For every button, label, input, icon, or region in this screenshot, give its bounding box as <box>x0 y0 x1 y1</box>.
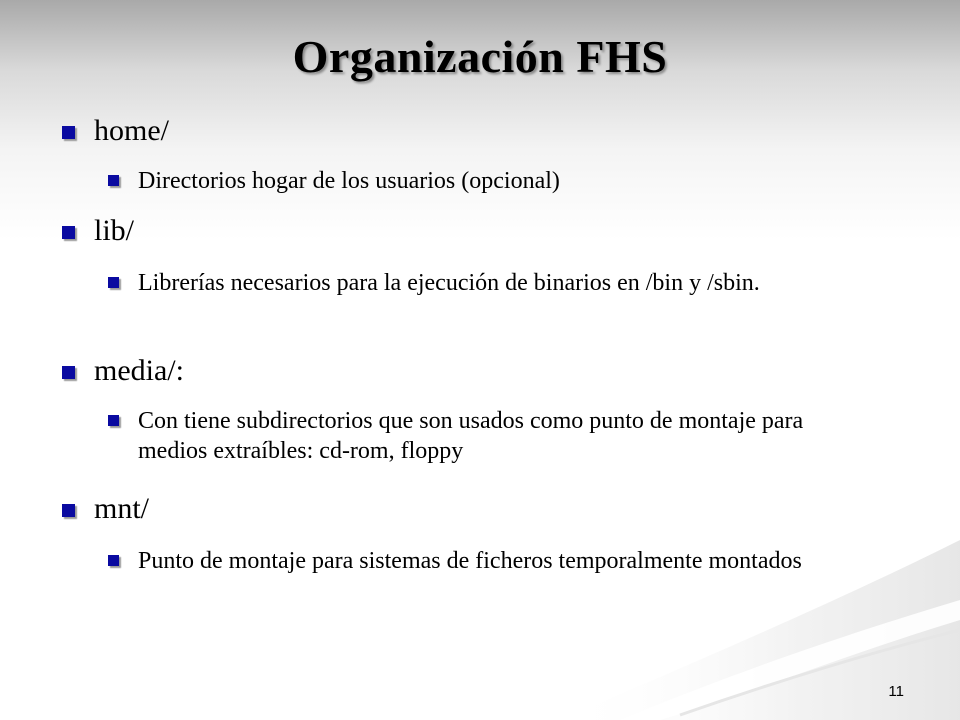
square-bullet-icon <box>62 126 75 139</box>
square-bullet-icon <box>108 175 119 186</box>
square-bullet-icon <box>108 555 119 566</box>
item-label: mnt/ <box>94 492 150 525</box>
item-description: Con tiene subdirectorios que son usados como punto de montaje para medios extraíbles: cd-rom, floppy <box>138 408 804 464</box>
item-description: Punto de montaje para sistemas de ficheros temporalmente montados <box>138 548 802 574</box>
slide-title: Organización FHS <box>292 31 668 82</box>
square-bullet-icon <box>62 504 75 517</box>
item-description: Directorios hogar de los usuarios (opcional) <box>138 168 560 194</box>
square-bullet-icon <box>62 366 75 379</box>
page-number: 11 <box>888 683 904 700</box>
item-label: media/: <box>94 354 184 387</box>
square-bullet-icon <box>62 226 75 239</box>
item-label: lib/ <box>94 214 135 247</box>
square-bullet-icon <box>108 277 119 288</box>
square-bullet-icon <box>108 415 119 426</box>
item-label: home/ <box>94 114 169 147</box>
item-description: Librerías necesarios para la ejecución de binarios en /bin y /sbin. <box>138 270 760 296</box>
